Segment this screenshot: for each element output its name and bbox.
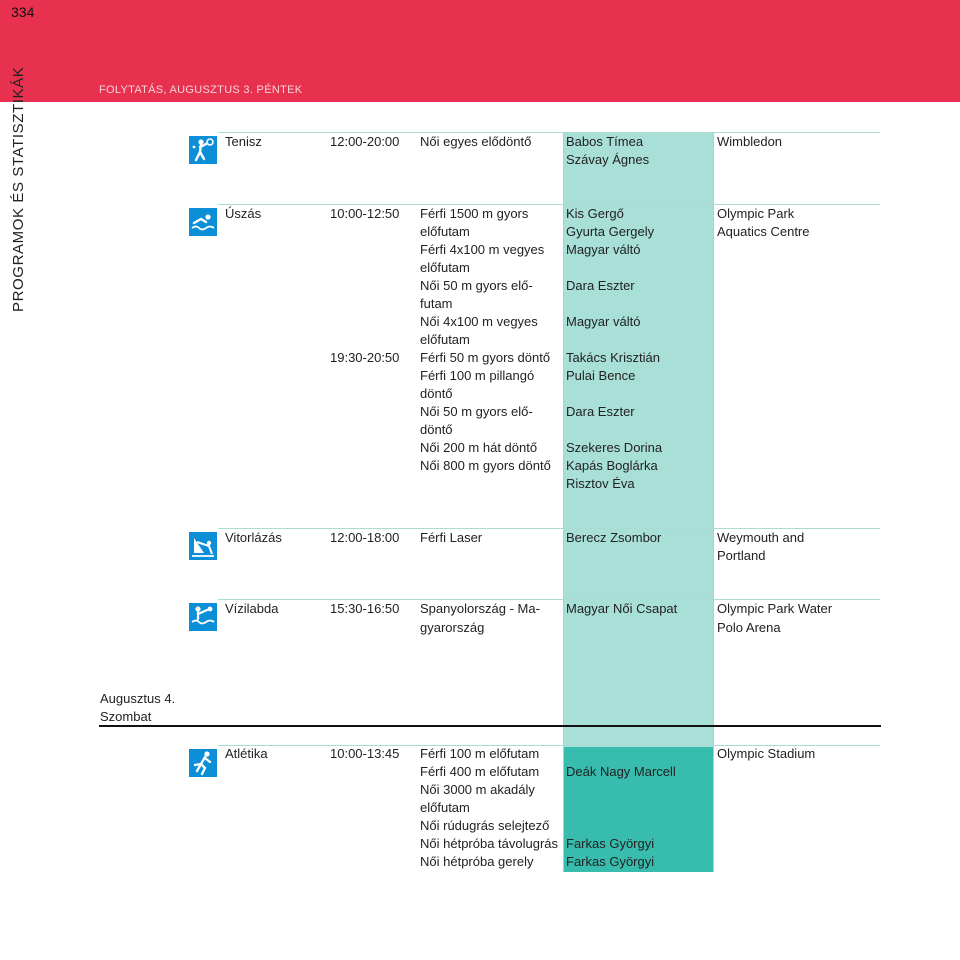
event-time: 19:30-20:50 — [330, 350, 400, 365]
venue-name: Portland — [717, 548, 766, 563]
event-name: Férfi 100 m előfutam — [420, 746, 540, 761]
event-name: Női 50 m gyors elő- — [420, 278, 533, 293]
athlete-name: Gyurta Gergely — [566, 224, 655, 239]
day-label-weekday: Szombat — [100, 709, 152, 724]
event-name: Női 4x100 m vegyes — [420, 314, 538, 329]
event-name: Férfi 4x100 m vegyes — [420, 242, 545, 257]
athlete-name: Magyar váltó — [566, 314, 641, 329]
athlete-name: Pulai Bence — [566, 368, 636, 383]
swimming-icon — [189, 208, 217, 236]
event-name: előfutam — [420, 332, 470, 347]
sport-name: Vízilabda — [225, 601, 279, 616]
event-name: Női 3000 m akadály — [420, 782, 535, 797]
event-name: előfutam — [420, 260, 470, 275]
day-label-date: Augusztus 4. — [100, 691, 176, 706]
athlete-name: Farkas Györgyi — [566, 854, 655, 869]
venue-name: Wimbledon — [717, 134, 783, 149]
water-polo-icon — [189, 603, 217, 631]
event-time: 10:00-12:50 — [330, 206, 400, 221]
day-label — [100, 690, 175, 726]
event-name: döntő — [420, 422, 453, 437]
event-time: 12:00-18:00 — [330, 530, 400, 545]
event-name: Férfi 100 m pillangó — [420, 368, 535, 383]
venue-name: Weymouth and — [717, 530, 805, 545]
event-name: Női rúdugrás selejtező — [420, 818, 550, 833]
tennis-icon — [189, 136, 217, 164]
athlete-name: Szekeres Dorina — [566, 440, 663, 455]
sport-name: Vitorlázás — [225, 530, 282, 545]
day-divider — [99, 725, 881, 727]
event-name: Férfi Laser — [420, 530, 483, 545]
event-name: Férfi 50 m gyors döntő — [420, 350, 551, 365]
event-name: Női egyes elődöntő — [420, 134, 532, 149]
athletics-icon — [189, 749, 217, 777]
athlete-name: Magyar Női Csapat — [566, 601, 678, 616]
event-name: döntő — [420, 386, 453, 401]
column-divider — [563, 132, 564, 872]
event-name: Női hétpróba távolugrás — [420, 836, 559, 851]
event-name: Női 800 m gyors döntő — [420, 458, 551, 473]
event-time: 10:00-13:45 — [330, 746, 400, 761]
sport-name: Úszás — [225, 206, 262, 221]
event-name: Női 200 m hát döntő — [420, 440, 538, 455]
event-name: előfutam — [420, 800, 470, 815]
venue-name: Olympic Park Water — [717, 601, 833, 616]
event-name: Férfi 400 m előfutam — [420, 764, 540, 779]
venue-name: Olympic Stadium — [717, 746, 816, 761]
athlete-name: Dara Eszter — [566, 278, 635, 293]
venue-name: Polo Arena — [717, 620, 781, 635]
athlete-name: Babos Tímea — [566, 134, 644, 149]
athlete-name: Kis Gergő — [566, 206, 624, 221]
athlete-name: Szávay Ágnes — [566, 152, 650, 167]
column-divider — [713, 132, 714, 872]
page-number: 334 — [11, 4, 35, 20]
sport-name: Tenisz — [225, 134, 262, 149]
athlete-name: Dara Eszter — [566, 404, 635, 419]
event-name: futam — [420, 296, 453, 311]
event-name: előfutam — [420, 224, 470, 239]
event-name: Női hétpróba gerely — [420, 854, 534, 869]
athlete-name: Berecz Zsombor — [566, 530, 662, 545]
header-subtitle: FOLYTATÁS, AUGUSZTUS 3. PÉNTEK — [99, 84, 303, 96]
athlete-name: Takács Krisztián — [566, 350, 660, 365]
event-name: Spanyolország - Ma- — [420, 601, 540, 616]
event-name: gyarország — [420, 620, 485, 635]
sport-name: Atlétika — [225, 746, 268, 761]
side-section-label: PROGRAMOK ÉS STATISZTIKÁK — [10, 66, 27, 312]
event-time: 15:30-16:50 — [330, 601, 400, 616]
athlete-name: Farkas Györgyi — [566, 836, 655, 851]
header-bar — [0, 0, 960, 102]
athlete-name: Magyar váltó — [566, 242, 641, 257]
event-time: 12:00-20:00 — [330, 134, 400, 149]
sailing-icon — [189, 532, 217, 560]
athlete-name: Kapás Boglárka — [566, 458, 658, 473]
venue-name: Aquatics Centre — [717, 224, 810, 239]
athlete-name: Deák Nagy Marcell — [566, 764, 676, 779]
athlete-name: Risztov Éva — [566, 476, 635, 491]
event-name: Férfi 1500 m gyors — [420, 206, 529, 221]
event-name: Női 50 m gyors elő- — [420, 404, 533, 419]
venue-name: Olympic Park — [717, 206, 795, 221]
